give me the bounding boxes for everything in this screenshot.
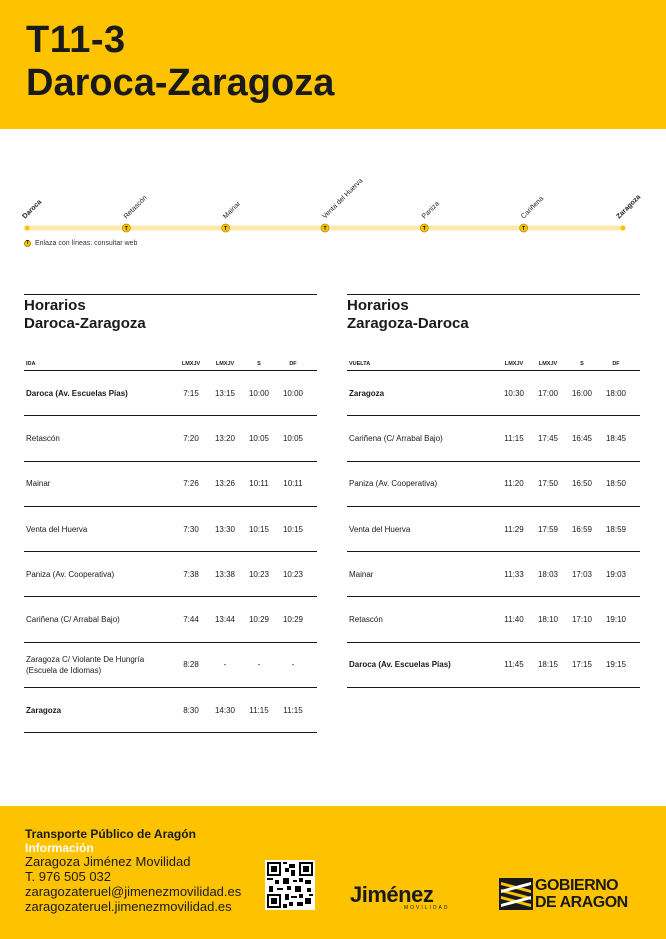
- operator-name: Zaragoza Jiménez Movilidad: [25, 854, 191, 869]
- route-code: T11-3: [26, 19, 126, 61]
- connection-stop-glyph: T: [323, 226, 327, 232]
- departure-time: 18:10: [537, 615, 559, 625]
- info-label: Información: [25, 841, 94, 855]
- departure-time: 10:11: [249, 479, 269, 489]
- departure-time: 18:50: [605, 479, 627, 489]
- departure-time: 13:26: [214, 479, 236, 489]
- jimenez-logo: Jiménez: [350, 882, 434, 907]
- stop-name: Paniza (Av. Cooperativa): [349, 479, 438, 489]
- departure-time: 17:59: [537, 524, 559, 534]
- departure-time: 7:26: [183, 479, 199, 489]
- table-row: [347, 643, 640, 688]
- departure-time: -: [257, 660, 261, 670]
- stop-label: Mainar: [222, 200, 243, 221]
- table-row: [347, 552, 640, 597]
- table-row: [24, 552, 317, 597]
- phone-number[interactable]: T. 976 505 032: [25, 869, 112, 884]
- departure-time: 17:03: [571, 569, 593, 579]
- timetable-title: Horarios Zaragoza-Daroca: [347, 294, 640, 333]
- timetable-title: Horarios Daroca-Zaragoza: [24, 294, 317, 333]
- departure-time: -: [291, 660, 295, 670]
- departure-time: 8:30: [183, 705, 199, 715]
- route-line-diagram: [0, 150, 666, 250]
- departure-time: 7:38: [183, 569, 199, 579]
- departure-time: 10:15: [282, 524, 304, 534]
- stop-name: Venta del Huerva: [349, 524, 411, 534]
- departure-time: 13:20: [214, 433, 236, 443]
- gobierno-aragon-emblem-icon: [499, 878, 533, 910]
- terminal-stop-icon: [25, 226, 30, 231]
- departure-time: 17:15: [571, 660, 593, 670]
- table-row: [347, 462, 640, 507]
- departure-time: 10:29: [282, 615, 304, 625]
- table-row: [24, 507, 317, 552]
- departure-time: 11:20: [504, 479, 524, 489]
- stop-name: Mainar: [26, 479, 51, 489]
- departure-time: 16:59: [571, 524, 593, 534]
- departure-time: 17:45: [537, 433, 559, 443]
- departure-time: 18:59: [605, 524, 627, 534]
- timetable-ida: [24, 294, 317, 733]
- timetable-vuelta: [347, 294, 640, 688]
- departure-time: -: [223, 660, 227, 670]
- departure-time: 16:50: [571, 479, 593, 489]
- stop-name: Retascón: [26, 433, 60, 443]
- departure-time: 18:00: [605, 388, 627, 398]
- stop-name: Zaragoza: [349, 388, 385, 398]
- departure-time: 10:11: [283, 479, 303, 489]
- departure-time: 10:00: [248, 388, 270, 398]
- stop-name: Daroca (Av. Escuelas Pías): [349, 660, 451, 670]
- legend-text: Enlaza con líneas: consultar web: [35, 240, 138, 247]
- email-link[interactable]: zaragozateruel@jimenezmovilidad.es: [25, 884, 242, 899]
- departure-time: 11:33: [504, 569, 524, 579]
- departure-time: 10:23: [282, 569, 304, 579]
- table-row: [347, 507, 640, 552]
- departure-time: 11:45: [504, 660, 524, 670]
- departure-time: 7:15: [183, 388, 199, 398]
- stop-name: Mainar: [349, 569, 374, 579]
- departure-time: 18:45: [605, 433, 627, 443]
- departure-time: 16:45: [571, 433, 593, 443]
- table-row: [24, 597, 317, 642]
- terminal-stop-icon: [621, 226, 626, 231]
- departure-time: 18:15: [537, 660, 559, 670]
- stop-label: Zaragoza: [615, 193, 643, 221]
- table-row: [24, 462, 317, 507]
- table-row: [24, 688, 317, 733]
- timetable-header: IDA LMXJV LMXJV S DF: [24, 361, 317, 371]
- table-row: [347, 416, 640, 461]
- footer: [0, 806, 666, 939]
- departure-time: 10:29: [248, 615, 270, 625]
- footer-title: Transporte Público de Aragón: [25, 827, 196, 841]
- departure-time: 19:03: [605, 569, 627, 579]
- table-row: [24, 643, 317, 688]
- website-link[interactable]: zaragozateruel.jimenezmovilidad.es: [25, 899, 232, 914]
- jimenez-logo-subtitle: MOVILIDAD: [404, 905, 450, 911]
- route-name: Daroca-Zaragoza: [26, 62, 335, 104]
- departure-time: 13:44: [214, 615, 236, 625]
- timetable-header: VUELTA LMXJV LMXJV S DF: [347, 361, 640, 371]
- departure-time: 7:44: [183, 615, 199, 625]
- connection-stop-glyph: T: [422, 226, 426, 232]
- departure-time: 19:10: [605, 615, 627, 625]
- departure-time: 10:15: [248, 524, 270, 534]
- timetable-body: [24, 371, 317, 733]
- departure-time: 11:40: [504, 615, 524, 625]
- stop-label: Cariñena: [520, 195, 546, 221]
- connection-icon: T: [25, 240, 30, 246]
- table-row: [347, 597, 640, 642]
- departure-time: 10:23: [248, 569, 270, 579]
- departure-time: 11:29: [504, 524, 524, 534]
- departure-time: 11:15: [283, 705, 303, 715]
- departure-time: 10:05: [248, 433, 270, 443]
- stop-label: Daroca: [21, 198, 44, 221]
- departure-time: 13:15: [214, 388, 236, 398]
- stop-name: Paniza (Av. Cooperativa): [26, 569, 115, 579]
- departure-time: 13:38: [214, 569, 236, 579]
- qr-code-icon[interactable]: [265, 860, 315, 910]
- stop-name: Cariñena (C/ Arrabal Bajo): [26, 615, 120, 625]
- stop-name: Zaragoza C/ Violante De Hungría (Escuela de Idiomas): [26, 654, 145, 675]
- departure-time: 17:00: [537, 388, 559, 398]
- stop-label: Retascón: [122, 194, 149, 221]
- timetable-body: [347, 371, 640, 688]
- stop-label: Venta del Huerva: [321, 177, 365, 221]
- table-row: [347, 371, 640, 416]
- stop-name: Cariñena (C/ Arrabal Bajo): [349, 433, 443, 443]
- departure-time: 11:15: [504, 433, 524, 443]
- departure-time: 8:28: [183, 660, 199, 670]
- table-row: [24, 416, 317, 461]
- departure-time: 11:15: [249, 705, 269, 715]
- departure-time: 13:30: [214, 524, 236, 534]
- stop-name: Retascón: [349, 615, 383, 625]
- gobierno-aragon-logo: GOBIERNO DE ARAGON: [535, 877, 628, 911]
- stop-name: Zaragoza: [26, 705, 62, 715]
- departure-time: 17:10: [571, 615, 593, 625]
- map-legend: [24, 240, 137, 247]
- header-banner: [0, 0, 666, 129]
- departure-time: 10:05: [282, 433, 304, 443]
- stop-name: Daroca (Av. Escuelas Pías): [26, 388, 128, 398]
- departure-time: 19:15: [605, 660, 627, 670]
- connection-stop-glyph: T: [124, 226, 128, 232]
- stop-name: Venta del Huerva: [26, 524, 88, 534]
- departure-time: 7:20: [183, 433, 199, 443]
- departure-time: 18:03: [537, 569, 559, 579]
- connection-stop-glyph: T: [522, 226, 526, 232]
- departure-time: 10:00: [282, 388, 304, 398]
- table-row: [24, 371, 317, 416]
- departure-time: 17:50: [537, 479, 559, 489]
- stop-label: Paniza: [420, 200, 441, 221]
- connection-stop-glyph: T: [224, 226, 228, 232]
- departure-time: 10:30: [503, 388, 525, 398]
- departure-time: 16:00: [571, 388, 593, 398]
- departure-time: 14:30: [214, 705, 236, 715]
- departure-time: 7:30: [183, 524, 199, 534]
